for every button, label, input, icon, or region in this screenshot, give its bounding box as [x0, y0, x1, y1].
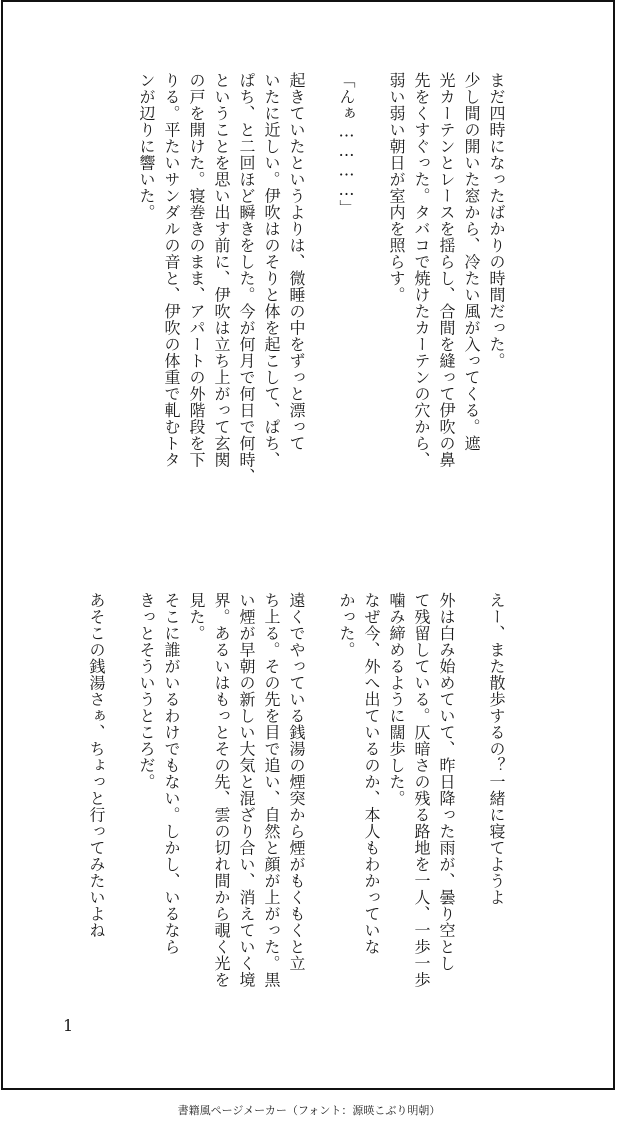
blank-line — [109, 592, 134, 1052]
text-line: ンが辺りに響いた。 — [137, 72, 156, 221]
text-line: 起きていたというよりは、微睡の中をずっと漂って — [287, 72, 306, 452]
text-line: 弱い弱い朝日が室内を照らす。 — [387, 72, 406, 303]
text-line: 先をくすぐった。タバコで焼けたカーテンの穴から、 — [412, 72, 431, 468]
text-line: 少し間の開いた窓から、冷たい風が入ってくる。遮 — [462, 72, 481, 452]
text-line: りる。平たいサンダルの音と、伊吹の体重で軋むトタ — [162, 72, 181, 468]
text-line: なぜ今、外へ出ているのか、本人もわかっていな — [362, 592, 381, 955]
text-line: えー、また散歩するの？一緒に寝てようよ — [487, 592, 506, 906]
blank-line — [459, 592, 484, 1052]
text-line: まだ四時になったばかりの時間だった。 — [487, 72, 506, 369]
text-line: の戸を開けた。寝巻きのまま、アパートの外階段を下 — [187, 72, 206, 468]
text-line: 噛み締めるように闊歩した。 — [387, 592, 406, 807]
book-page — [1, 0, 615, 1090]
blank-line — [359, 72, 384, 592]
text-line: 遠くでやっている銭湯の煙突から煙がもくもくと立 — [287, 592, 306, 972]
text-block-top — [134, 72, 509, 592]
text-line: ぱち、と二回ほど瞬きをした。今が何月で何日で何時、 — [237, 72, 256, 485]
text-line: 外は白み始めていて、昨日降った雨が、曇り空とし — [437, 592, 456, 972]
blank-line — [309, 72, 334, 592]
text-line: かった。 — [337, 592, 356, 658]
text-line: て残留している。仄暗さの残る路地を一人、一歩一歩 — [412, 592, 431, 988]
text-line: きっとそういうところだ。 — [137, 592, 156, 790]
text-line: ち上る。その先を目で追い、自然と顔が上がった。黒 — [262, 592, 281, 988]
text-block-bottom — [84, 592, 509, 1052]
text-line: あそこの銭湯さぁ、ちょっと行ってみたいよね — [87, 592, 106, 939]
blank-line — [309, 592, 334, 1052]
text-line: そこに誰がいるわけでもない。しかし、いるなら — [162, 592, 181, 955]
page-number: 1 — [63, 1016, 74, 1035]
footer-credit: 書籍風ページメーカー（フォント：源暎こぶり明朝） — [177, 1104, 441, 1117]
text-line: 見た。 — [187, 592, 206, 642]
text-line: 光カーテンとレースを揺らし、合間を縫って伊吹の鼻 — [437, 72, 456, 468]
text-line: 界。あるいはもっとその先、雲の切れ間から覗く光を — [212, 592, 231, 988]
text-line: ということを思い出す前に、伊吹は立ち上がって玄関 — [212, 72, 231, 468]
text-line: 「んぁ…………」 — [337, 72, 356, 216]
text-line: いたに近しい。伊吹はのそりと体を起こして、ぱち、 — [262, 72, 281, 468]
text-line: い煙が早朝の新しい大気と混ざり合い、消えていく境 — [237, 592, 256, 988]
